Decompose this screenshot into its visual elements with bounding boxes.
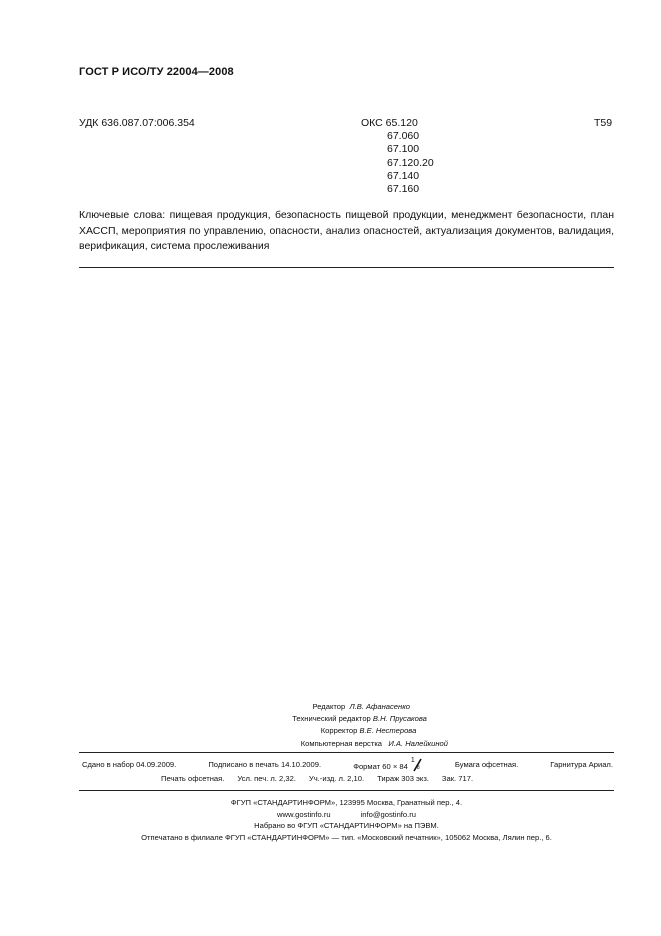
publisher-address: ФГУП «СТАНДАРТИНФОРМ», 123995 Москва, Гранатный пер., 4. [230,798,463,807]
print-details-row-2 [161,774,473,783]
publisher-website: www.gostinfo.ru [276,809,331,819]
publisher-block [79,797,614,844]
format-denominator: 8 [416,765,420,771]
credit-label: Компьютерная верстка [300,738,383,748]
credit-tech-editor [228,713,448,725]
oks-code: 67.060 [387,130,420,142]
paper-format [353,757,423,772]
printing-house-note: Отпечатано в филиале ФГУП «СТАНДАРТИНФОРМ» — тип. «Московский печатник», 105062 Москва, Лялин пер., 6. [141,833,552,843]
paper-type: Бумага офсетная. [454,760,519,769]
format-prefix: Формат 60 × 84 [353,761,408,771]
credit-name: В.Е. Нестерова [359,726,417,736]
typesetting-note: Набрано во ФГУП «СТАНДАРТИНФОРМ» на ПЭВМ. [254,821,439,831]
format-fraction [410,757,423,772]
submitted-date: Сдано в набор 04.09.2009. [82,760,177,769]
credit-layout [228,738,448,750]
print-divider [79,790,614,791]
typeface: Гарнитура Ариал. [550,760,613,769]
credits-block [228,701,448,750]
credit-name: В.Н. Прусакова [372,714,427,724]
publisher-email: info@gostinfo.ru [360,809,417,819]
keywords-divider [79,267,614,268]
publishing-sheets: Уч.-изд. л. 2,10. [308,774,365,783]
keywords-paragraph: Ключевые слова: пищевая продукция, безопасность пищевой продукции, менеджмент безопасности, план ХАССП, мероприятия по управлению, опасности, анализ опасностей, актуализация документов, валидация, верификация, система прослеживания [79,209,614,252]
credit-proofreader [228,725,448,737]
printing-method: Печать офсетная. [161,774,225,783]
credit-name: И.А. Налейкиной [388,738,448,748]
format-numerator: 1 [410,757,415,764]
order-number: Зак. 717. [441,774,474,783]
credit-label: Корректор [320,726,358,736]
oks-code: 67.160 [387,183,420,196]
print-details-row-1 [82,757,613,772]
oks-code: 67.100 [387,143,420,156]
print-run: Тираж 303 экз. [377,774,429,783]
oks-code: 67.140 [387,169,420,182]
print-sheets: Усл. печ. л. 2,32. [237,774,296,783]
credit-label: Редактор [312,702,346,711]
oks-code-list [387,130,434,196]
credit-editor [228,701,448,713]
udc-code: УДК 636.087.07:006.354 [79,117,195,129]
oks-code: 67.120.20 [387,156,434,169]
credit-label: Технический редактор [292,714,371,724]
publisher-contacts [79,809,614,821]
t-classification-code: Т59 [594,117,613,129]
oks-code-primary: ОКС 65.120 [361,117,418,129]
signed-date: Подписано в печать 14.10.2009. [208,760,322,769]
credit-name: Л.В. Афанасенко [349,702,411,711]
standard-title: ГОСТ Р ИСО/ТУ 22004—2008 [79,66,234,78]
credits-divider [79,752,614,753]
